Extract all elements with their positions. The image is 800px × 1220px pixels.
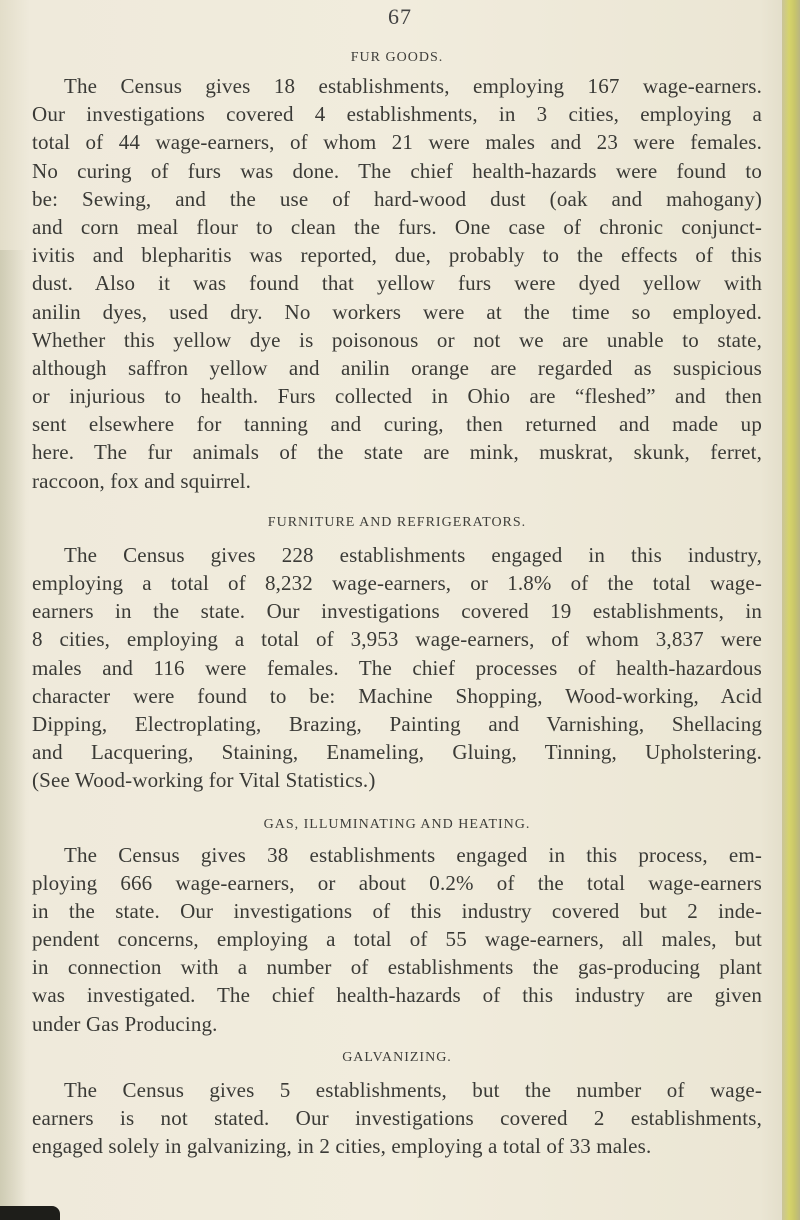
text-line: 8 cities, employing a total of 3,953 wage-earners, of whom 3,837 were	[32, 627, 762, 652]
text-line: was investigated. The chief health-hazards of this industry are given	[32, 983, 762, 1008]
text-line: and corn meal flour to clean the furs. One case of chronic conjunct-	[32, 214, 762, 239]
section-heading: FUR GOODS.	[350, 50, 444, 65]
text-line: ivitis and blepharitis was reported, due, probably to the effects of this	[32, 243, 762, 268]
page-body	[32, 50, 762, 1160]
paragraph	[32, 541, 762, 795]
text-line: dust. Also it was found that yellow furs were dyed yellow with	[32, 271, 762, 296]
paragraph	[32, 841, 762, 1038]
paragraph	[32, 1076, 762, 1161]
text-line: character were found to be: Machine Shopping, Wood-working, Acid	[32, 683, 762, 708]
text-line: No curing of furs was done. The chief health-hazards were found to	[32, 158, 762, 183]
text-line: The Census gives 228 establishments engaged in this industry,	[64, 542, 762, 567]
page-edge	[782, 0, 800, 1220]
text-line: be: Sewing, and the use of hard-wood dust (oak and mahogany)	[32, 186, 762, 211]
section-heading: FURNITURE AND REFRIGERATORS.	[267, 514, 527, 530]
text-line: The Census gives 18 establishments, employing 167 wage-earners.	[64, 74, 762, 98]
text-line: raccoon, fox and squirrel.	[32, 468, 252, 493]
text-line: Whether this yellow dye is poisonous or not we are unable to state,	[32, 327, 762, 352]
text-line: in connection with a number of establishments the gas-producing plant	[32, 955, 762, 980]
text-line: Our investigations covered 4 establishments, in 3 cities, employing a	[32, 102, 762, 127]
scan-mark	[0, 1206, 60, 1220]
text-line: The Census gives 38 establishments engaged in this process, em-	[64, 842, 762, 867]
text-line: total of 44 wage-earners, of whom 21 were males and 23 were females.	[32, 130, 762, 155]
text-line: ploying 666 wage-earners, or about 0.2% of the total wage-earners	[32, 870, 762, 895]
text-line: engaged solely in galvanizing, in 2 cities, employing a total of 33 males.	[32, 1134, 652, 1159]
text-line: (See Wood-working for Vital Statistics.)	[32, 768, 376, 793]
page-stain	[0, 250, 26, 1220]
text-line: employing a total of 8,232 wage-earners, or 1.8% of the total wage-	[32, 571, 762, 595]
page-number: 67	[388, 4, 412, 29]
text-line: or injurious to health. Furs collected in Ohio are “fleshed” and then	[32, 384, 762, 409]
text-line: in the state. Our investigations of this industry covered but 2 inde-	[32, 898, 762, 923]
text-line: although saffron yellow and anilin orange are regarded as suspicious	[32, 355, 762, 380]
section-heading: GAS, ILLUMINATING AND HEATING.	[263, 816, 531, 832]
text-line: under Gas Producing.	[32, 1011, 218, 1036]
text-line: sent elsewhere for tanning and curing, then returned and made up	[32, 412, 762, 437]
section-heading: GALVANIZING.	[342, 1049, 452, 1065]
text-line: here. The fur animals of the state are mink, muskrat, skunk, ferret,	[32, 440, 762, 465]
paragraph	[32, 72, 762, 495]
text-line: males and 116 were females. The chief processes of health-hazardous	[32, 655, 762, 680]
text-line: Dipping, Electroplating, Brazing, Painting and Varnishing, Shellacing	[32, 711, 762, 736]
section-furniture	[32, 515, 762, 795]
text-line: anilin dyes, used dry. No workers were at the time so employed.	[32, 299, 762, 324]
section-galvanizing	[32, 1050, 762, 1161]
text-line: The Census gives 5 establishments, but the number of wage-	[64, 1077, 762, 1102]
section-fur-goods	[32, 50, 762, 495]
text-line: pendent concerns, employing a total of 55 wage-earners, all males, but	[32, 927, 762, 952]
text-line: earners is not stated. Our investigations covered 2 establishments,	[32, 1106, 762, 1130]
text-line: and Lacquering, Staining, Enameling, Gluing, Tinning, Upholstering.	[32, 740, 762, 765]
text-line: earners in the state. Our investigations covered 19 establishments, in	[32, 599, 762, 624]
section-gas	[32, 817, 762, 1038]
